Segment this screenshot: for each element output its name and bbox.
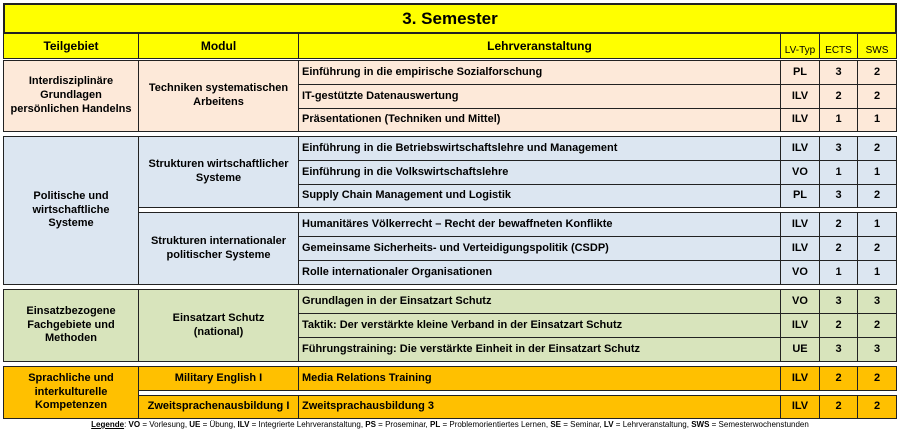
course-ects: 1 xyxy=(819,108,858,132)
course-type: PL xyxy=(780,60,820,85)
course-sws: 2 xyxy=(857,313,897,338)
course-ects: 2 xyxy=(819,395,858,419)
course-name: Einführung in die Volkswirtschaftslehre xyxy=(298,160,781,185)
course-name: Media Relations Training xyxy=(298,366,781,391)
legend-abbr: ILV xyxy=(237,420,250,429)
legend-text: Problemorientiertes Lernen xyxy=(449,420,546,429)
course-ects: 1 xyxy=(819,260,858,285)
teilgebiet-cell: Politische und wirtschaftliche Systeme xyxy=(3,136,139,285)
course-type: VO xyxy=(780,160,820,185)
course-ects: 2 xyxy=(819,313,858,338)
course-ects: 2 xyxy=(819,366,858,391)
course-sws: 1 xyxy=(857,160,897,185)
legend-abbr: LV xyxy=(603,420,614,429)
course-ects: 2 xyxy=(819,84,858,109)
course-name: Taktik: Der verstärkte kleine Verband in der Einsatzart Schutz xyxy=(298,313,781,338)
course-ects: 3 xyxy=(819,136,858,161)
legend-label: Legende xyxy=(91,420,125,429)
legend-text: Übung xyxy=(209,420,234,429)
modul-cell: Strukturen internationaler politischer Systeme xyxy=(138,212,299,285)
course-type: UE xyxy=(780,337,820,362)
header-sws: SWS xyxy=(857,33,897,59)
course-name: Grundlagen in der Einsatzart Schutz xyxy=(298,289,781,314)
course-type: ILV xyxy=(780,395,820,419)
legend-text: Vorlesung xyxy=(149,420,185,429)
course-sws: 2 xyxy=(857,136,897,161)
header-lvtyp: LV-Typ xyxy=(780,33,820,59)
header-teilgebiet: Teilgebiet xyxy=(3,33,139,59)
course-ects: 3 xyxy=(819,60,858,85)
course-type: VO xyxy=(780,289,820,314)
legend-abbr: PS xyxy=(365,420,376,429)
legend-text: Semesterwochenstunden xyxy=(718,420,809,429)
course-sws: 1 xyxy=(857,260,897,285)
modul-cell: Zweitsprachenausbildung I xyxy=(138,395,299,419)
legend-text: Proseminar xyxy=(385,420,426,429)
legend-abbr: UE xyxy=(189,420,201,429)
header-lehrveranstaltung: Lehrveranstaltung xyxy=(298,33,781,59)
course-type: ILV xyxy=(780,108,820,132)
course-ects: 2 xyxy=(819,236,858,261)
teilgebiet-cell: Sprachliche und interkulturelle Kompetenzen xyxy=(3,366,139,419)
legend-abbr: PL xyxy=(430,420,441,429)
modul-cell: Strukturen wirtschaftlicher Systeme xyxy=(138,136,299,208)
modul-cell: Einsatzart Schutz (national) xyxy=(138,289,299,362)
course-type: ILV xyxy=(780,84,820,109)
course-name: IT-gestützte Datenauswertung xyxy=(298,84,781,109)
legend-text: Integrierte Lehrveranstaltung xyxy=(258,420,361,429)
course-ects: 3 xyxy=(819,184,858,208)
legend-text: Lehrveranstaltung xyxy=(622,420,687,429)
course-sws: 2 xyxy=(857,236,897,261)
course-sws: 3 xyxy=(857,289,897,314)
course-type: ILV xyxy=(780,236,820,261)
course-type: VO xyxy=(780,260,820,285)
course-sws: 2 xyxy=(857,60,897,85)
legend: Legende: VO = Vorlesung, UE = Übung, ILV = Integrierte Lehrveranstaltung, PS = Proseminar, PL = Problemorientiertes Lernen, SE = Seminar, LV = Lehrveranstaltung, SWS = Semesterwochenstunden xyxy=(91,420,809,429)
course-name: Gemeinsame Sicherheits- und Verteidigungspolitik (CSDP) xyxy=(298,236,781,261)
course-ects: 1 xyxy=(819,160,858,185)
course-ects: 2 xyxy=(819,212,858,237)
course-name: Führungstraining: Die verstärkte Einheit in der Einsatzart Schutz xyxy=(298,337,781,362)
course-sws: 2 xyxy=(857,184,897,208)
course-sws: 1 xyxy=(857,212,897,237)
course-name: Präsentationen (Techniken und Mittel) xyxy=(298,108,781,132)
course-type: ILV xyxy=(780,366,820,391)
teilgebiet-cell: Einsatzbezogene Fachgebiete und Methoden xyxy=(3,289,139,362)
course-type: ILV xyxy=(780,136,820,161)
course-sws: 2 xyxy=(857,395,897,419)
course-type: PL xyxy=(780,184,820,208)
header-modul: Modul xyxy=(138,33,299,59)
legend-abbr: VO xyxy=(128,420,141,429)
course-sws: 2 xyxy=(857,366,897,391)
semester-title: 3. Semester xyxy=(3,3,897,34)
course-ects: 3 xyxy=(819,337,858,362)
header-ects: ECTS xyxy=(819,33,858,59)
teilgebiet-cell: Interdisziplinäre Grundlagen persönlichen Handelns xyxy=(3,60,139,132)
modul-cell: Military English I xyxy=(138,366,299,391)
course-name: Einführung in die Betriebswirtschaftslehre und Management xyxy=(298,136,781,161)
course-name: Humanitäres Völkerrecht – Recht der bewaffneten Konflikte xyxy=(298,212,781,237)
course-ects: 3 xyxy=(819,289,858,314)
course-name: Zweitsprachausbildung 3 xyxy=(298,395,781,419)
legend-abbr: SE xyxy=(550,420,561,429)
legend-text: Seminar xyxy=(570,420,600,429)
course-sws: 1 xyxy=(857,108,897,132)
course-name: Einführung in die empirische Sozialforschung xyxy=(298,60,781,85)
course-name: Rolle internationaler Organisationen xyxy=(298,260,781,285)
course-type: ILV xyxy=(780,212,820,237)
course-type: ILV xyxy=(780,313,820,338)
course-name: Supply Chain Management und Logistik xyxy=(298,184,781,208)
legend-abbr: SWS xyxy=(691,420,710,429)
modul-cell: Techniken systematischen Arbeitens xyxy=(138,60,299,132)
course-sws: 2 xyxy=(857,84,897,109)
course-sws: 3 xyxy=(857,337,897,362)
